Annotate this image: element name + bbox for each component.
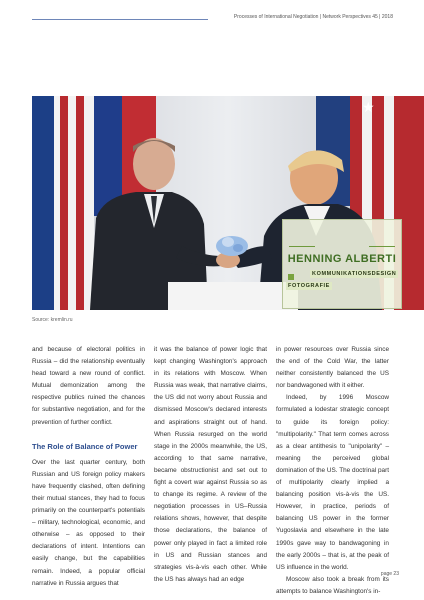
section-heading: The Role of Balance of Power [32,441,138,451]
watermark-line-2: FOTOGRAFIE [288,283,330,289]
paragraph: it was the balance of power logic that kept changing Washington's approach in its relations with Moscow. When Russia was weak, that narrative claims, the US did not worry about Russia and dismissed Moscow's declared interests and aspirations straight out of hand. When Russia resurged on the world stage in the 2000s meanwhile, the US, according to that same narrative, became obstructionist and set out to fight a covert war against Russia so as to change its regime. A review of the negotiation processes in US–Russia relations shows, however, that despite those declarations, the balance of power only played in fact a limited role in US and Russian stances and strategies vis-à-vis each other. While the US has always had an edge [154,346,267,583]
paragraph: Over the last quarter century, both Russian and US foreign policy makers have frequently clashed, often defining their mutual stances, they had to focus primarily on the counterpart's potentials – military, technological, economic, and otherwise – as opposed to their declarations of intent. Intentions can easily change, but the capabilities remain. Indeed, a popular official narrative in Russia argues that [32,458,145,587]
running-header: Processes of International Negotiation | Network Perspectives 45 | 2018 [233,14,393,20]
header-rule [32,19,208,20]
paragraph: in power resources over Russia since the end of the Cold War, the latter neither consistently balanced the US nor bandwagoned with it either. [276,346,389,390]
watermark-bar [369,246,395,247]
page-number: page 23 [380,571,399,577]
svg-text:★: ★ [362,99,375,115]
text-column-3 [276,344,389,598]
photographer-watermark [282,219,402,309]
text-column-2 [154,344,267,586]
photo-caption: Source: kremlin.ru [32,317,73,323]
watermark-name: HENNING ALBERTI [287,253,397,265]
watermark-bar [289,246,315,247]
paragraph: Indeed, by 1996 Moscow formulated a lodestar strategic concept to guide its foreign policy: "multipolarity." That term comes across as a clear antithesis to "unipolarity" – meaning the perceived global domination of the US. The doctrinal part of multipolarity clearly implied a balancing position vis-à-vis the US. However, in practice, periods of balancing US power in the former Yugoslavia and elsewhere in the late 1990s gave way to bandwagoning in the early 2000s – that is, at the peak of US influence in the world. [276,394,389,571]
watermark-square-icon [288,274,294,280]
text-column-1 [32,344,145,590]
paragraph: and because of electoral politics in Russia – did the relationship eventually head toward a new round of conflict. Mutual demonization among the respective publics ruined the chances for substantive negotiation, and for the prevention of further conflict. [32,346,145,426]
paragraph: Moscow also took a break from its attempts to balance Washington's in- [276,575,389,595]
watermark-line-1: KOMMUNIKATIONSDESIGN [312,271,397,277]
